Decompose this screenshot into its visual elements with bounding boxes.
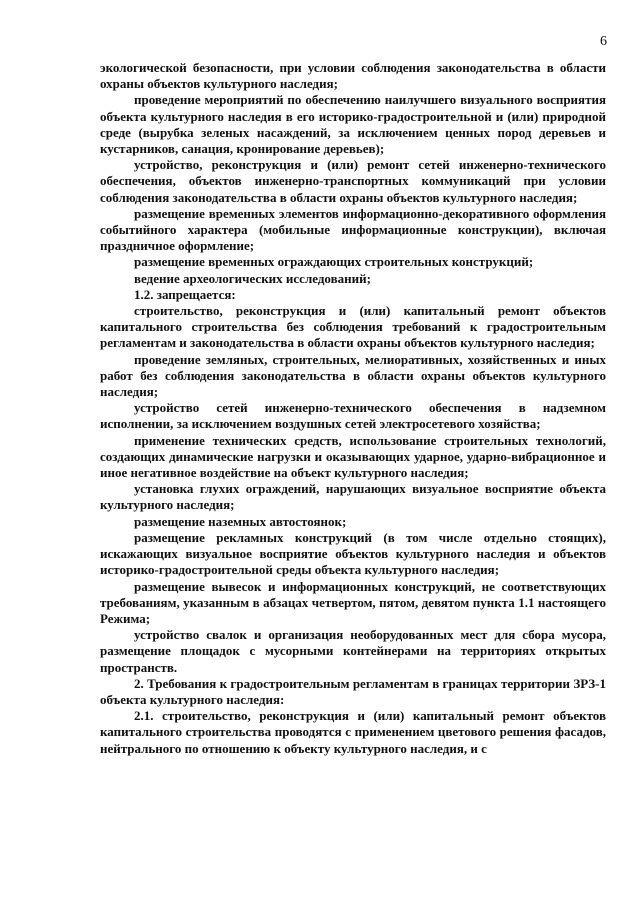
paragraph: размещение наземных автостоянок;: [134, 513, 347, 529]
paragraph: размещение рекламных конструкций (в том числе отдельно стоящих), искажающих визуальное восприятие объектов культурного наследия и объектов историко-градостроительной среды объекта культурного наследия;: [100, 529, 606, 578]
paragraph: применение технических средств, использование строительных технологий, создающих динамические нагрузки и оказывающих ударное, ударно-вибрационное и иное негативное воздействие на объект культурного наследия;: [100, 432, 606, 481]
page-number: 6: [600, 34, 607, 49]
paragraph: строительство, реконструкция и (или) капитальный ремонт объектов капитального строительства без соблюдения требований к градостроительным регламентам и законодательства в области охраны объектов культурного наследия;: [100, 303, 606, 351]
paragraph: ведение археологических исследований;: [134, 270, 371, 286]
paragraph: устройство, реконструкция и (или) ремонт сетей инженерно-технического обеспечения, объектов инженерно-транспортных коммуникаций при условии соблюдения законодательства в области охраны объектов культурного наследия;: [100, 157, 606, 205]
paragraph: размещение вывесок и информационных конструкций, не соответствующих требованиям, указанным в абзацах четвертом, пятом, девятом пункта 1.1 настоящего Режима;: [100, 578, 606, 626]
paragraph: проведение мероприятий по обеспечению наилучшего визуального восприятия объекта культурного наследия в его историко-градостроительной и (или) природной среде (вырубка зеленых насаждений, за исключением ценных пород деревьев и кустарников, санация, кронирование деревьев);: [100, 92, 606, 157]
paragraph: проведение земляных, строительных, мелиоративных, хозяйственных и иных работ без соблюдения законодательства в области охраны объектов культурного наследия;: [100, 351, 606, 400]
section-heading: 2. Требования к градостроительным регламентам в границах территории ЗРЗ-1 объекта культурного наследия:: [100, 675, 606, 707]
paragraph: устройство сетей инженерно-технического обеспечения в надземном исполнении, за исключением воздушных сетей электросетевого хозяйства;: [100, 400, 606, 432]
section-heading: 1.2. запрещается:: [134, 286, 236, 302]
document-body: [100, 60, 606, 757]
paragraph: установка глухих ограждений, нарушающих визуальное восприятие объекта культурного наследия;: [100, 481, 606, 513]
paragraph: размещение временных элементов информационно-декоративного оформления событийного характера (мобильные информационные конструкции), включая праздничное оформление;: [100, 205, 606, 254]
paragraph: размещение временных ограждающих строительных конструкций;: [134, 254, 534, 270]
paragraph: устройство свалок и организация необорудованных мест для сбора мусора, размещение площадок с мусорными контейнерами на территориях открытых пространств.: [100, 627, 606, 675]
paragraph: 2.1. строительство, реконструкция и (или) капитальный ремонт объектов капитального строительства проводятся с применением цветового решения фасадов, нейтрального по отношению к объекту культурного наследия, и с: [100, 708, 606, 756]
paragraph: экологической безопасности, при условии соблюдения законодательства в области охраны объектов культурного наследия;: [100, 60, 606, 92]
